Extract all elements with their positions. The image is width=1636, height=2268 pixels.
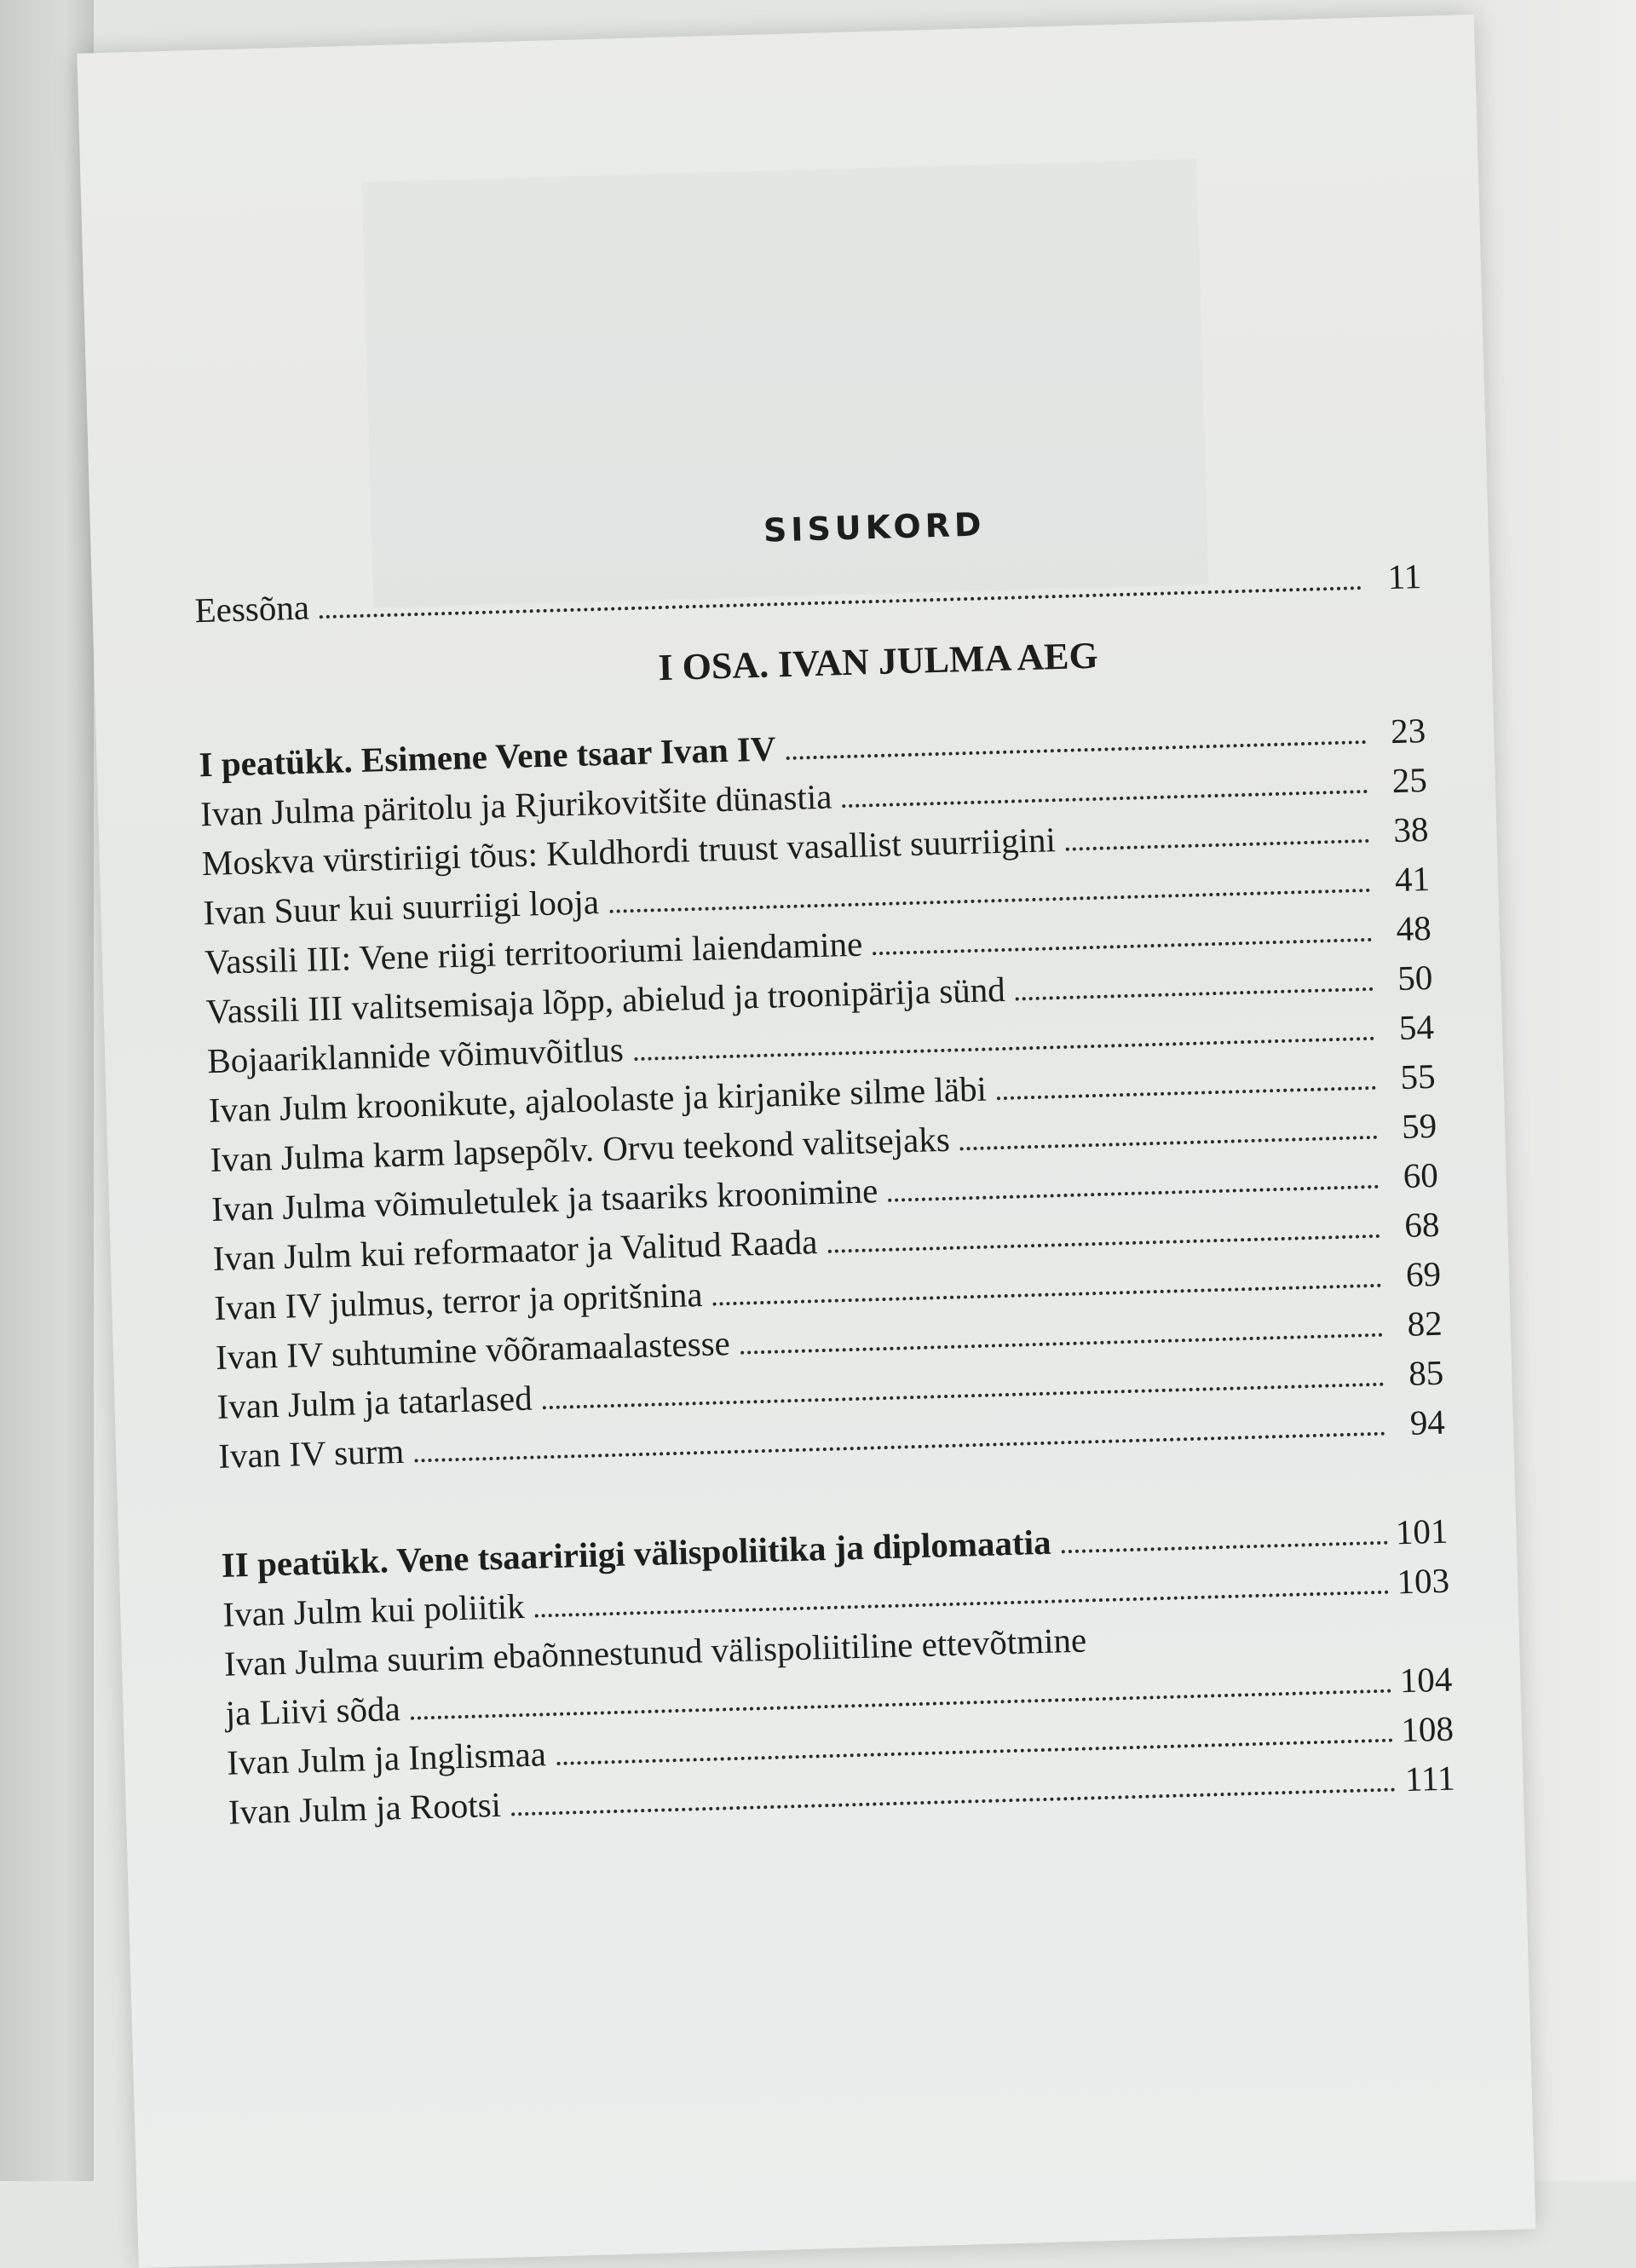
entry-title: Ivan Julm kroonikute, ajaloolaste ja kirjanike silme läbi — [208, 1068, 988, 1131]
part-title: I OSA. IVAN JULMA AEG — [657, 634, 1099, 689]
entry-title: Ivan Suur kui suurriigi looja — [202, 882, 600, 933]
dot-leader — [960, 1136, 1378, 1151]
entry-page: 54 — [1398, 1006, 1435, 1048]
book-page — [77, 14, 1535, 2268]
dot-leader — [1016, 987, 1374, 1001]
dot-leader — [888, 1185, 1379, 1202]
dot-leader — [786, 740, 1367, 760]
entry-title: Ivan Julm ja Rootsi — [228, 1784, 502, 1832]
entry-title-line2: ja Liivi sõda — [225, 1689, 401, 1733]
entry-title: Ivan Julma karm lapsepõlv. Orvu teekond valitsejaks — [209, 1119, 951, 1180]
chapter-page: 101 — [1395, 1511, 1449, 1552]
dot-leader — [997, 1086, 1376, 1100]
entry-title: Ivan Julm kui reformaator ja Valitud Raada — [212, 1222, 818, 1278]
entry-page: 69 — [1405, 1253, 1442, 1294]
entry-page: 103 — [1396, 1560, 1450, 1602]
entry-title-line1: Ivan Julma suurim ebaõnnestunud välispoliitiline ettevõtmine — [223, 1620, 1087, 1684]
entry-title: Ivan Julma võimuletulek ja tsaariks kroonimine — [210, 1171, 878, 1229]
entry-title: Eessõna — [193, 587, 310, 630]
toc-heading: SISUKORD — [763, 505, 987, 550]
entry-page: 48 — [1395, 907, 1432, 949]
entry-page: 94 — [1409, 1402, 1446, 1442]
chapter-title: II peatükk. Vene tsaaririigi välispoliitika ja diplomaatia — [221, 1522, 1052, 1585]
entry-page: 85 — [1408, 1352, 1444, 1393]
dot-leader — [828, 1235, 1380, 1253]
entry-title: Ivan Julm ja tatarlased — [216, 1378, 533, 1426]
entry-title: Ivan Julma päritolu ja Rjurikovitšite dünastia — [199, 776, 832, 834]
chapter-page: 23 — [1390, 711, 1426, 751]
entry-page: 60 — [1403, 1154, 1439, 1195]
dot-leader — [1066, 839, 1369, 851]
entry-page: 111 — [1404, 1758, 1456, 1799]
entry-title: Ivan IV julmus, terror ja opritšnina — [213, 1274, 704, 1327]
entry-page: 68 — [1403, 1204, 1440, 1245]
entry-title: Moskva vürstiriigi tõus: Kuldhordi truust vasallist suurriigini — [201, 820, 1057, 884]
chapter-title: I peatükk. Esimene Vene tsaar Ivan IV — [199, 728, 777, 785]
entry-page: 50 — [1397, 957, 1433, 999]
entry-page: 25 — [1391, 759, 1428, 801]
entry-page: 41 — [1394, 858, 1431, 900]
entry-page: 38 — [1392, 809, 1429, 850]
entry-page: 59 — [1401, 1105, 1437, 1146]
toc-entry-preface — [194, 551, 1422, 635]
entry-title: Vassili III: Vene riigi territooriumi laiendamine — [204, 924, 863, 982]
entry-title: Ivan IV surm — [217, 1430, 405, 1476]
entry-page: 82 — [1406, 1303, 1443, 1344]
entry-page: 104 — [1399, 1659, 1453, 1701]
entry-title: Vassili III valitsemisaja lõpp, abielud ja troonipärija sünd — [205, 969, 1006, 1032]
dot-leader — [873, 938, 1372, 955]
entry-title: Ivan Julm kui poliitik — [222, 1586, 526, 1634]
entry-title: Ivan Julm ja Inglismaa — [226, 1734, 547, 1782]
entry-title: Bojaariklannide võimuvõitlus — [206, 1029, 625, 1081]
entry-title: Ivan IV suhtumine võõramaalastesse — [215, 1323, 731, 1377]
table-of-contents — [193, 493, 1455, 1837]
entry-page: 11 — [1386, 556, 1422, 597]
dot-leader — [843, 790, 1368, 808]
dot-leader — [511, 1787, 1396, 1816]
entry-page: 55 — [1399, 1056, 1437, 1097]
previous-page-edge — [0, 0, 94, 2181]
dot-leader — [320, 586, 1362, 619]
dot-leader — [1062, 1541, 1388, 1554]
entry-page: 108 — [1400, 1708, 1455, 1750]
